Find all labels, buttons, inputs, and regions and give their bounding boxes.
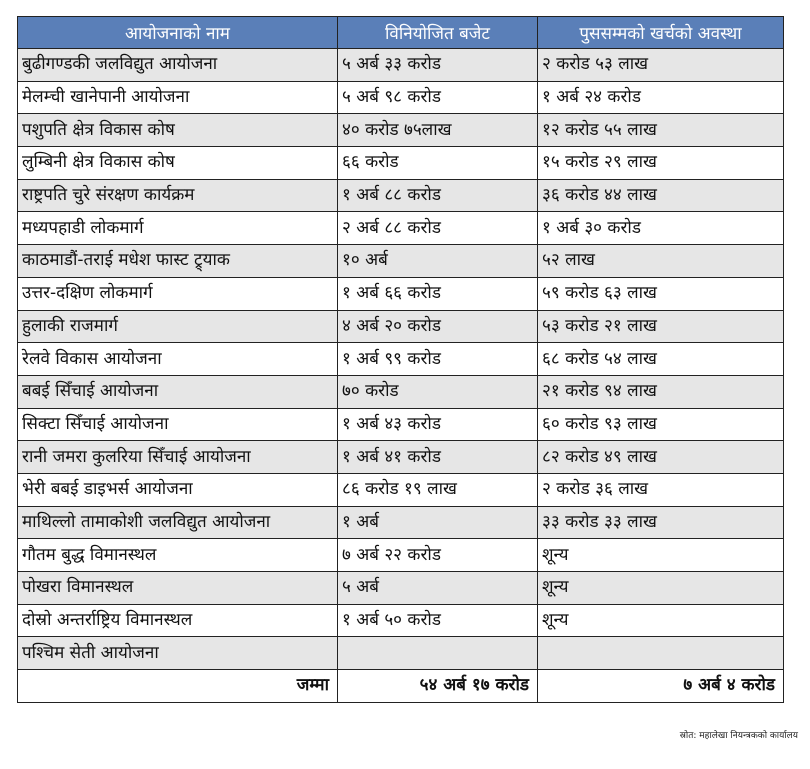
header-allocated-budget: विनियोजित बजेट bbox=[338, 17, 538, 49]
cell-expenditure: शून्य bbox=[538, 604, 784, 637]
source-note: स्रोत: महालेखा नियन्त्रकको कार्यालय bbox=[679, 731, 798, 741]
budget-table bbox=[17, 16, 784, 703]
cell-expenditure: ८२ करोड ४९ लाख bbox=[538, 441, 784, 474]
table-row bbox=[18, 572, 784, 605]
cell-allocated-budget: ८६ करोड १९ लाख bbox=[338, 473, 538, 506]
cell-expenditure: १२ करोड ५५ लाख bbox=[538, 114, 784, 147]
header-project-name: आयोजनाको नाम bbox=[18, 17, 338, 49]
cell-allocated-budget: १ अर्ब bbox=[338, 506, 538, 539]
cell-allocated-budget: १ अर्ब ८८ करोड bbox=[338, 179, 538, 212]
cell-project-name: भेरी बबई डाइभर्स आयोजना bbox=[18, 473, 338, 506]
table-row bbox=[18, 506, 784, 539]
cell-allocated-budget: १० अर्ब bbox=[338, 245, 538, 278]
cell-expenditure: ५२ लाख bbox=[538, 245, 784, 278]
table-header-row bbox=[18, 17, 784, 49]
cell-allocated-budget: ६६ करोड bbox=[338, 147, 538, 180]
cell-project-name: काठमाडौं-तराई मधेश फास्ट ट्र्याक bbox=[18, 245, 338, 278]
cell-allocated-budget: ४ अर्ब २० करोड bbox=[338, 310, 538, 343]
cell-project-name: सिक्टा सिँचाई आयोजना bbox=[18, 408, 338, 441]
cell-project-name: माथिल्लो तामाकोशी जलविद्युत आयोजना bbox=[18, 506, 338, 539]
total-expenditure: ७ अर्ब ४ करोड bbox=[538, 670, 784, 703]
table-row bbox=[18, 212, 784, 245]
total-allocated-budget: ५४ अर्ब १७ करोड bbox=[338, 670, 538, 703]
cell-project-name: पश्चिम सेती आयोजना bbox=[18, 637, 338, 670]
cell-expenditure: ६० करोड ९३ लाख bbox=[538, 408, 784, 441]
cell-allocated-budget: ५ अर्ब ९८ करोड bbox=[338, 81, 538, 114]
cell-expenditure: १५ करोड २९ लाख bbox=[538, 147, 784, 180]
cell-project-name: गौतम बुद्ध विमानस्थल bbox=[18, 539, 338, 572]
cell-allocated-budget bbox=[338, 637, 538, 670]
table-row bbox=[18, 114, 784, 147]
total-label: जम्मा bbox=[18, 670, 338, 703]
cell-allocated-budget: ७ अर्ब २२ करोड bbox=[338, 539, 538, 572]
budget-table-container bbox=[17, 16, 783, 703]
cell-project-name: रानी जमरा कुलरिया सिँचाई आयोजना bbox=[18, 441, 338, 474]
cell-expenditure: ३६ करोड ४४ लाख bbox=[538, 179, 784, 212]
table-row bbox=[18, 441, 784, 474]
cell-expenditure: शून्य bbox=[538, 539, 784, 572]
cell-project-name: लुम्बिनी क्षेत्र विकास कोष bbox=[18, 147, 338, 180]
cell-project-name: उत्तर-दक्षिण लोकमार्ग bbox=[18, 277, 338, 310]
cell-allocated-budget: १ अर्ब ४३ करोड bbox=[338, 408, 538, 441]
cell-expenditure: १ अर्ब ३० करोड bbox=[538, 212, 784, 245]
cell-allocated-budget: १ अर्ब ९९ करोड bbox=[338, 343, 538, 376]
cell-expenditure: १ अर्ब २४ करोड bbox=[538, 81, 784, 114]
cell-allocated-budget: ५ अर्ब bbox=[338, 572, 538, 605]
table-row bbox=[18, 604, 784, 637]
table-row bbox=[18, 408, 784, 441]
cell-project-name: रेलवे विकास आयोजना bbox=[18, 343, 338, 376]
table-row bbox=[18, 375, 784, 408]
cell-project-name: मध्यपहाडी लोकमार्ग bbox=[18, 212, 338, 245]
table-row bbox=[18, 49, 784, 82]
cell-project-name: बुढीगण्डकी जलविद्युत आयोजना bbox=[18, 49, 338, 82]
table-row bbox=[18, 179, 784, 212]
table-row bbox=[18, 343, 784, 376]
table-row bbox=[18, 245, 784, 278]
table-row bbox=[18, 539, 784, 572]
cell-expenditure: ३३ करोड ३३ लाख bbox=[538, 506, 784, 539]
cell-expenditure: ५९ करोड ६३ लाख bbox=[538, 277, 784, 310]
total-row bbox=[18, 670, 784, 703]
table-row bbox=[18, 277, 784, 310]
cell-project-name: बबई सिँचाई आयोजना bbox=[18, 375, 338, 408]
cell-allocated-budget: ७० करोड bbox=[338, 375, 538, 408]
cell-project-name: दोस्रो अन्तर्राष्ट्रिय विमानस्थल bbox=[18, 604, 338, 637]
cell-expenditure: २ करोड ५३ लाख bbox=[538, 49, 784, 82]
cell-project-name: हुलाकी राजमार्ग bbox=[18, 310, 338, 343]
cell-expenditure: ६८ करोड ५४ लाख bbox=[538, 343, 784, 376]
cell-expenditure: ५३ करोड २१ लाख bbox=[538, 310, 784, 343]
table-row bbox=[18, 81, 784, 114]
table-row bbox=[18, 637, 784, 670]
cell-project-name: पशुपति क्षेत्र विकास कोष bbox=[18, 114, 338, 147]
cell-allocated-budget: १ अर्ब ५० करोड bbox=[338, 604, 538, 637]
cell-project-name: पोखरा विमानस्थल bbox=[18, 572, 338, 605]
cell-allocated-budget: २ अर्ब ८८ करोड bbox=[338, 212, 538, 245]
cell-allocated-budget: १ अर्ब ४१ करोड bbox=[338, 441, 538, 474]
table-body bbox=[18, 49, 784, 703]
table-row bbox=[18, 310, 784, 343]
cell-allocated-budget: ४० करोड ७५लाख bbox=[338, 114, 538, 147]
cell-allocated-budget: १ अर्ब ६६ करोड bbox=[338, 277, 538, 310]
cell-allocated-budget: ५ अर्ब ३३ करोड bbox=[338, 49, 538, 82]
cell-project-name: मेलम्ची खानेपानी आयोजना bbox=[18, 81, 338, 114]
cell-expenditure bbox=[538, 637, 784, 670]
cell-project-name: राष्ट्रपति चुरे संरक्षण कार्यक्रम bbox=[18, 179, 338, 212]
table-row bbox=[18, 147, 784, 180]
cell-expenditure: २ करोड ३६ लाख bbox=[538, 473, 784, 506]
cell-expenditure: शून्य bbox=[538, 572, 784, 605]
table-row bbox=[18, 473, 784, 506]
header-expenditure-status: पुससम्मको खर्चको अवस्था bbox=[538, 17, 784, 49]
cell-expenditure: २१ करोड ९४ लाख bbox=[538, 375, 784, 408]
